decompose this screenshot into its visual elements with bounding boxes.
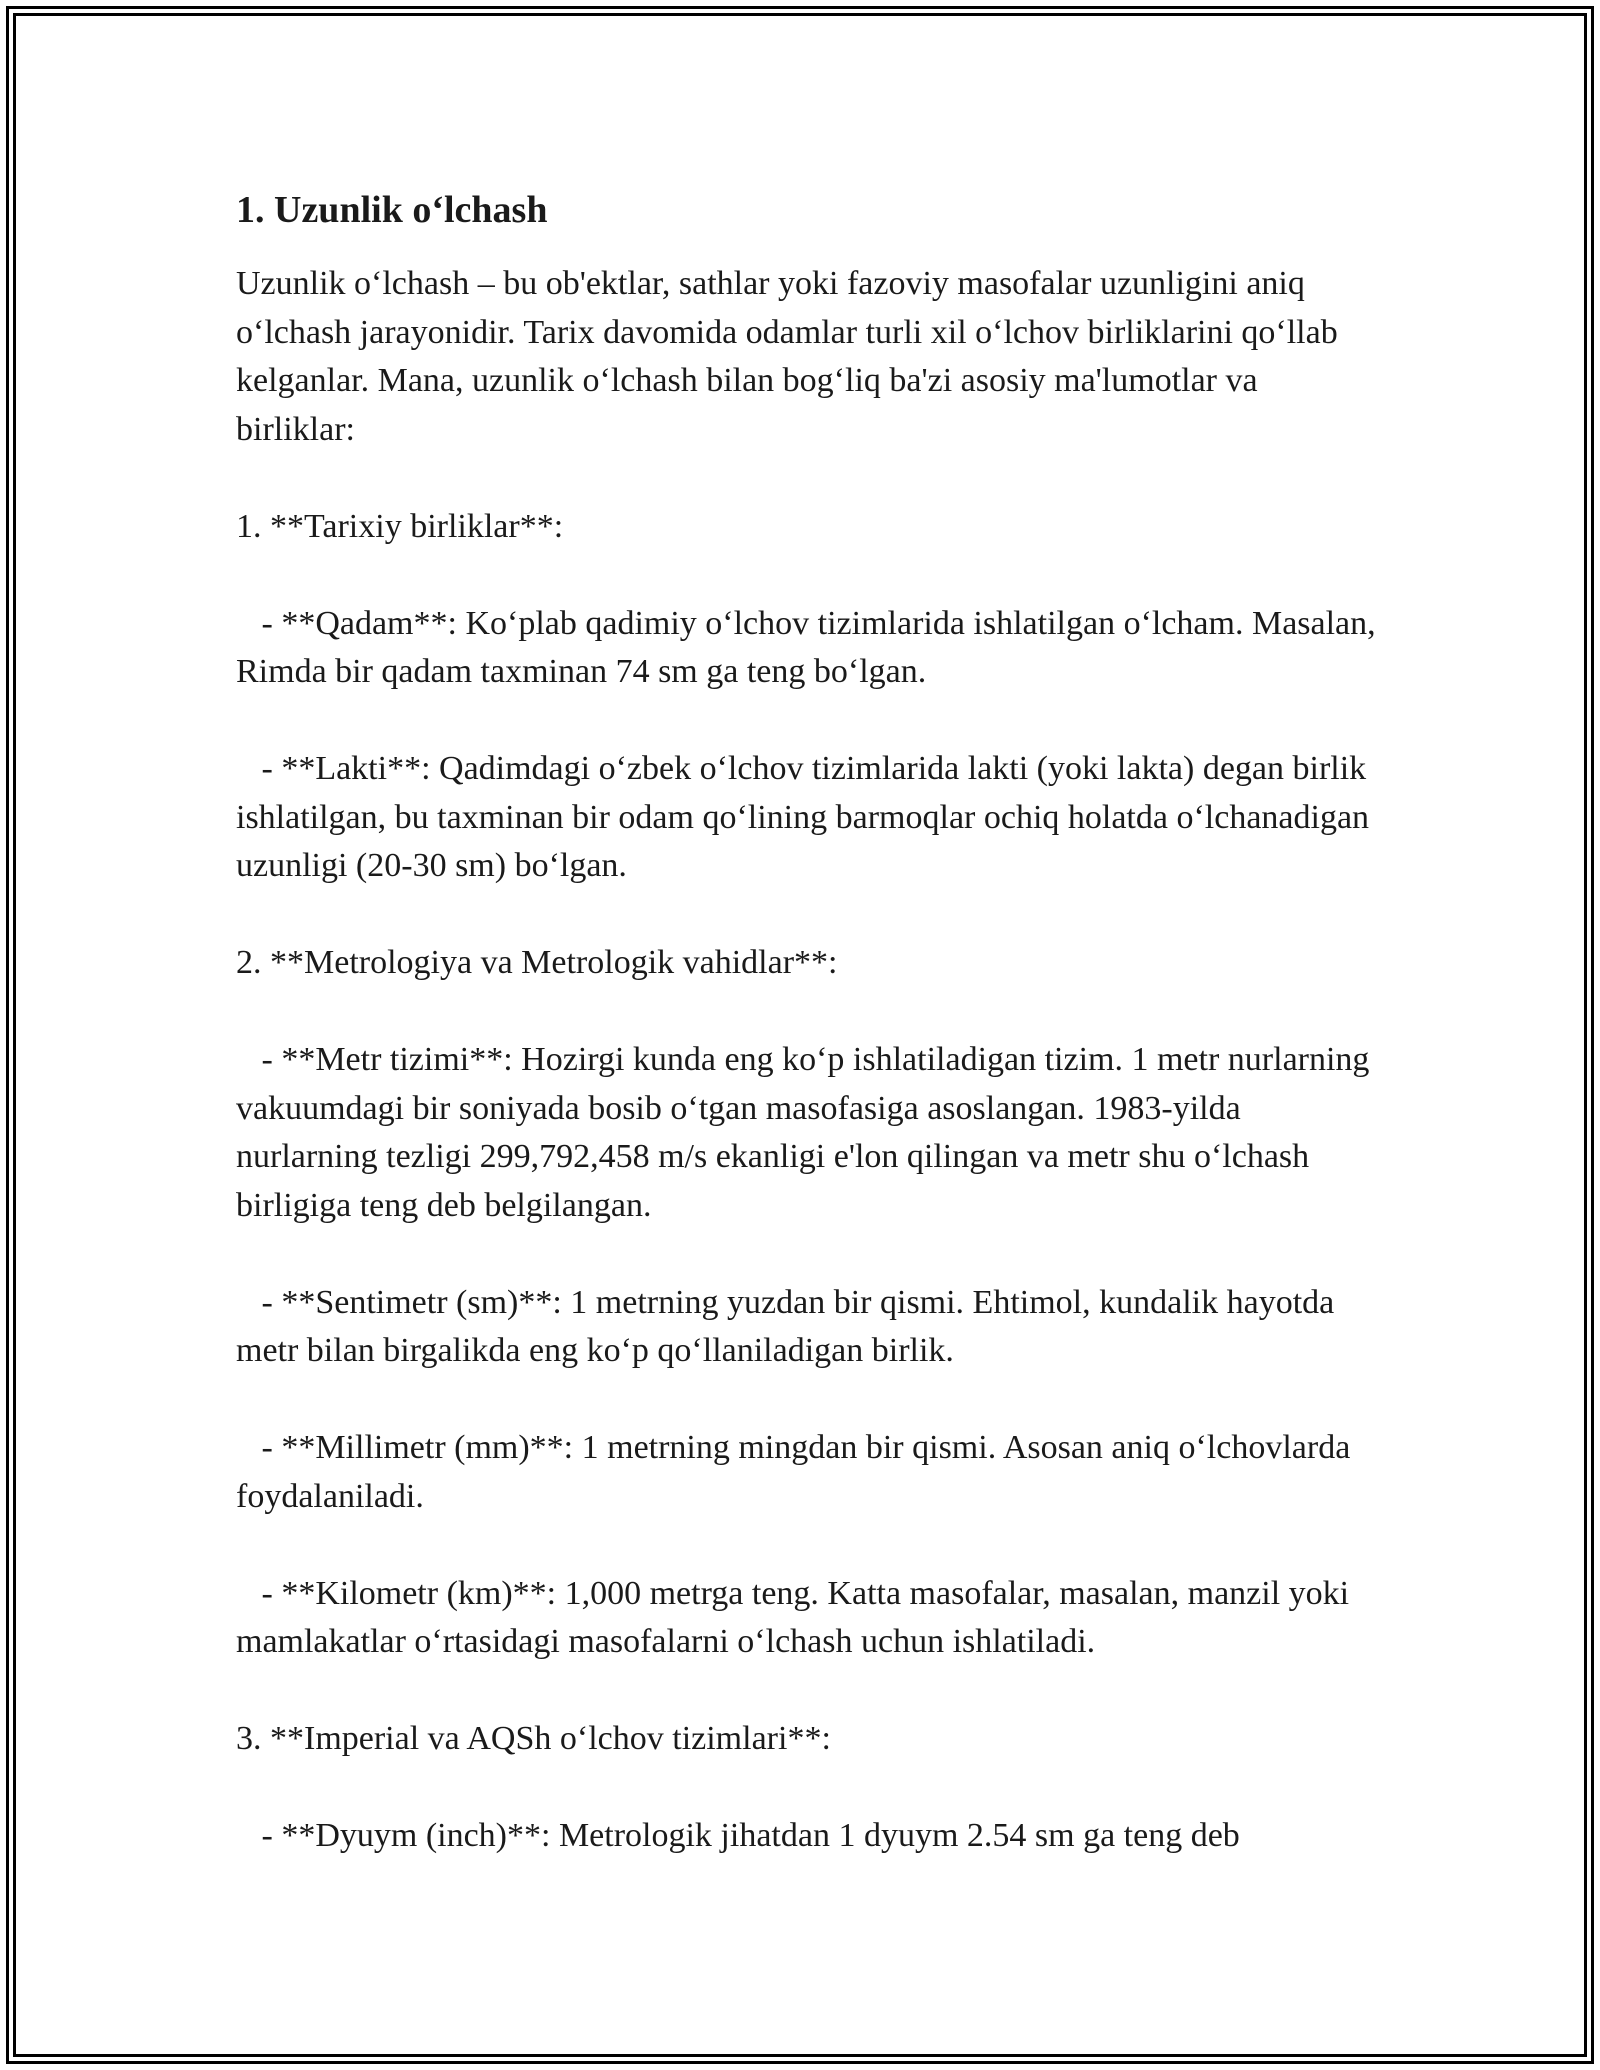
sub-item-kilometre: - **Kilometr (km)**: 1,000 metrga teng. Katta masofalar, masalan, manzil yoki mamlakatlar o‘rtasidagi masofalarni o‘lchash uchun ishlatiladi. — [236, 1574, 1350, 1660]
sub-item-qadam: - **Qadam**: Ko‘plab qadimiy o‘lchov tizimlarida ishlatilgan o‘lcham. Masalan, Rimda bir qadam taxminan 74 sm ga teng bo‘lgan. — [236, 604, 1376, 690]
sub-item-lakti: - **Lakti**: Qadimdagi o‘zbek o‘lchov tizimlarida lakti (yoki lakta) degan birlik ishlatilgan, bu taxminan bir odam qo‘lining barmoqlar ochiq holatda o‘lchanadigan uzunligi (20-30 sm) bo‘lgan. — [236, 750, 1370, 884]
sub-item-centimetre: - **Sentimetr (sm)**: 1 metrning yuzdan bir qismi. Ehtimol, kundalik hayotda metr bilan birgalikda eng ko‘p qo‘llaniladigan birlik. — [236, 1283, 1335, 1369]
intro-paragraph: Uzunlik o‘lchash – bu ob'ektlar, sathlar yoki fazoviy masofalar uzunligini aniq o‘lchash jarayonidir. Tarix davomida odamlar turli xil o‘lchov birliklarini qo‘llab kelganlar. Mana, uzunlik o‘lchash bilan bog‘liq ba'zi asosiy ma'lumotlar va birliklar: — [236, 265, 1338, 448]
document-body — [236, 186, 1376, 1909]
section-heading: 1. Uzunlik o‘lchash — [236, 189, 548, 231]
list-item-imperial-us: 3. **Imperial va AQSh o‘lchov tizimlari**: — [236, 1720, 831, 1757]
sub-item-inch: - **Dyuym (inch)**: Metrologik jihatdan 1 dyuym 2.54 sm ga teng deb — [236, 1817, 1240, 1854]
list-item-historical-units: 1. **Tarixiy birliklar**: — [236, 507, 564, 545]
sub-item-millimetre: - **Millimetr (mm)**: 1 metrning mingdan bir qismi. Asosan aniq o‘lchovlarda foydalaniladi. — [236, 1429, 1351, 1515]
sub-item-metre-system: - **Metr tizimi**: Hozirgi kunda eng ko‘p ishlatiladigan tizim. 1 metr nurlarning vakuumdagi bir soniyada bosib o‘tgan masofasiga asoslangan. 1983-yilda nurlarning tezligi 299,792,458 m/s ekanligi e'lon qilingan va metr shu o‘lchash birligiga teng deb belgilangan. — [236, 1041, 1370, 1224]
list-item-metrology: 2. **Metrologiya va Metrologik vahidlar**: — [236, 944, 838, 981]
